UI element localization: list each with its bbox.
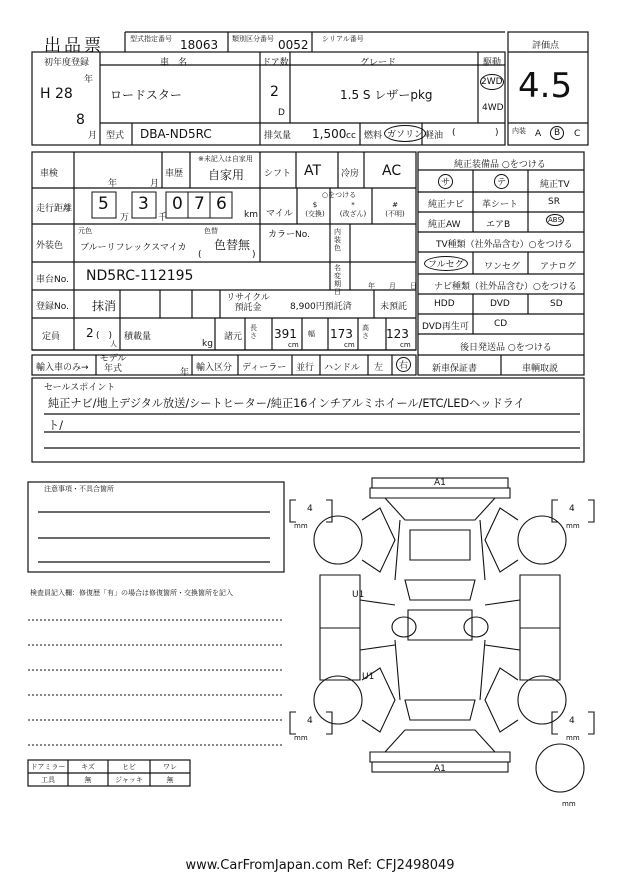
diagram-u1-a: U1 [352,590,365,600]
interior-b-circled: B [550,126,564,140]
spare-mm: mm [562,800,576,808]
load-kg: kg [202,339,213,349]
capacity-value: 2 [86,326,94,340]
inspector-label: 検査員記入欄：修復歴「有」の場合は修復箇所・交換箇所を記入 [30,589,233,597]
navi-hdd: HDD [434,299,455,309]
tread-rl: 4 [307,716,313,726]
dim-label: 諸元 [224,332,243,342]
equip-sunroof-circled: サ [438,174,453,189]
int-color-label: 内装色 [334,228,341,252]
navi-dvd: DVD [490,299,510,309]
drive-label: 駆動 [483,58,502,68]
sales-label: セールスポイント [44,383,116,393]
navi-dvd-player: DVD再生可 [422,322,469,332]
recycle-not: 未預託 [380,302,408,312]
color-swap-label: 色替 [204,227,218,235]
orig-color-label: 元色 [78,227,92,235]
model-type-label: 型式 [106,131,125,141]
navi-type-title: ナビ種類（社外品含む）○をつける [434,282,577,292]
diagram-a1-front: A1 [434,478,446,488]
interior-a: A [535,129,542,139]
capacity-bracket: ( ) [96,331,113,341]
equip-tv-circled: テ [494,174,509,189]
capacity-unit: 人 [110,340,117,348]
footer-ref: www.CarFromJapan.com Ref: CFJ2498049 [185,858,455,873]
class-no: 0052 [278,38,309,52]
height-label: 高さ [362,324,369,340]
tv-fullseg-circled: フルセグ [424,256,468,271]
color-swap-value: 色替無 [214,238,251,252]
shift-value: AT [304,163,322,179]
length-cm: cm [288,341,299,349]
year-unit: 年 [84,75,94,85]
legend-h-mirror: ドアミラー [30,763,66,771]
doors-type: D [278,108,285,118]
tread-fl-mm: mm [294,522,308,530]
tread-rr-mm: mm [566,734,580,742]
bracket-open: ( [452,128,456,138]
genuine-equip-title: 純正装備品 ○をつける [454,160,546,170]
height-cm: cm [400,341,411,349]
mileage-tamper: * (改ざん) [339,201,367,218]
length-value: 391 [274,327,297,341]
equip-leather: 革シート [482,200,519,210]
handle-right-circled: 右 [396,357,411,372]
inspection-label: 車検 [40,169,59,179]
month-unit: 月 [88,131,98,141]
legend-jack: ジャッキ [115,776,143,784]
chassis-value: ND5RC-112195 [86,268,194,284]
name-label: 車 名 [160,58,188,68]
mileage-km: km [244,210,258,220]
legend-h-scratch: キズ [81,763,95,771]
color-swap-bracket-close: ) [252,250,256,260]
diagram-u1-b: U1 [362,672,375,682]
interior-label: 内装 [512,127,526,135]
sheet-title: 出品票 [44,36,104,56]
tv-oneseg: ワンセグ [484,262,521,272]
cc-unit: cc [346,131,356,141]
model-year-unit: 年 [180,368,190,378]
model-no-label: 型式指定番号 [130,35,172,43]
tread-fr: 4 [569,504,575,514]
reg-label: 登録No. [36,302,69,312]
width-value: 173 [330,327,353,341]
ext-color-value: ブルーリフレックスマイカ [80,243,187,253]
displacement: 1,500 [312,127,347,141]
notes-label: 注意事項・不具合箇所 [44,485,114,493]
mileage-digit-3: 0 [172,194,183,214]
sales-line-1: 純正ナビ/地上デジタル放送/シートヒーター/純正16インチアルミホイール/ETC/LEDヘッドライ [48,397,525,410]
first-reg-era: H 28 [40,86,73,102]
color-no-label: カラーNo. [268,230,310,240]
name-change-label: 名変期日 [334,264,341,296]
model-year-label: モデル年式 [99,354,127,374]
import-parallel: 並行 [296,363,315,373]
mileage-digit-4: 7 [194,194,205,214]
equip-sr: SR [548,197,560,207]
color-swap-bracket-open: ( [198,250,202,260]
later-warranty: 新車保証書 [432,364,478,374]
height-value: 123 [386,327,409,341]
ac-value: AC [382,163,402,179]
sales-line-2: ト/ [48,419,63,432]
mileage-unknown: # (不明) [385,201,405,218]
recycle-label: リサイクル預託金 [226,293,270,313]
shift-label: シフト [264,169,292,179]
name-change-date: 年 月 日 [368,282,417,290]
mileage-sen: 千 [158,213,168,223]
doors-label: ドア数 [262,58,289,68]
load-label: 積載量 [124,332,152,342]
reg-value: 抹消 [92,299,117,313]
legend-h-crack: ヒビ [122,763,136,771]
score-label: 評価点 [532,41,560,51]
mileage-mile: マイル [266,209,293,219]
legend-tools: 工具 [41,776,55,784]
tv-analog: アナログ [540,262,577,272]
serial-label: シリアル番号 [322,35,364,43]
later-manual: 車輌取説 [522,364,559,374]
mileage-opts-note: ○をつける [322,191,357,199]
first-reg-month: 8 [76,112,85,128]
usage-label: 車歴 [165,169,184,179]
usage-note: ※未記入は自家用 [198,155,253,163]
recycle-value: 8,900円預託済 [290,302,352,312]
import-class-label: 輸入区分 [196,363,233,373]
mileage-label: 走行距離 [36,204,73,214]
diagram-a1-rear: A1 [434,764,446,774]
inspection-month: 月 [150,179,160,189]
equip-airbag: エアB [486,220,511,230]
ext-color-label: 外装色 [36,241,64,251]
bracket-close: ) [495,128,499,138]
mileage-man: 万 [120,213,130,223]
grade-label: グレード [360,58,397,68]
mileage-digit-5: 6 [216,194,227,214]
equip-navi: 純正ナビ [428,200,465,210]
interior-c: C [574,129,581,139]
drive-2wd-circled: 2WD [480,74,504,90]
navi-sd: SD [550,299,563,309]
tread-rr: 4 [569,716,575,726]
capacity-label: 定員 [42,332,61,342]
legend-h-break: ワレ [163,763,177,771]
fuel-gasoline-circled: ガソリン [384,125,426,142]
import-label: 輸入車のみ→ [36,363,89,373]
equip-genuine-tv: 純正TV [540,180,570,190]
tread-rl-mm: mm [294,734,308,742]
model-type: DBA-ND5RC [140,127,212,141]
fuel-label: 燃料 [364,131,383,141]
drive-4wd: 4WD [482,103,504,113]
tread-fr-mm: mm [566,522,580,530]
doors-value: 2 [270,84,279,100]
usage-value: 自家用 [208,168,245,182]
navi-cd: CD [494,319,508,329]
light-oil-label: 軽油 [425,131,444,141]
mileage-digit-2: 3 [138,194,149,214]
handle-label: ハンドル [324,363,361,373]
length-label: 長さ [250,324,257,340]
legend-tools-status: 無 [84,776,92,784]
width-label: 幅 [308,330,315,338]
width-cm: cm [344,341,355,349]
displacement-label: 排気量 [264,131,292,141]
equip-aw: 純正AW [428,220,461,230]
first-reg-label: 初年度登録 [44,58,90,68]
grade-value: 1.5 S レザーpkg [340,88,433,102]
ac-label: 冷房 [341,169,360,179]
mileage-digit-1: 5 [98,194,109,214]
score-value: 4.5 [518,66,573,106]
handle-left: 左 [374,363,384,373]
car-name: ロードスター [110,88,182,102]
tread-fl: 4 [307,504,313,514]
mileage-swap: $ (交換) [305,201,325,218]
tv-type-title: TV種類（社外品含む）○をつける [436,240,573,250]
class-no-label: 類別区分番号 [232,35,274,43]
later-items-title: 後日発送品 ○をつける [460,343,552,353]
legend-jack-status: 無 [166,776,174,784]
import-dealer: ディーラー [242,363,287,373]
inspection-year: 年 [108,179,118,189]
model-no: 18063 [180,38,219,52]
equip-abs-circled: ABS [548,216,562,224]
chassis-label: 車台No. [36,275,69,285]
